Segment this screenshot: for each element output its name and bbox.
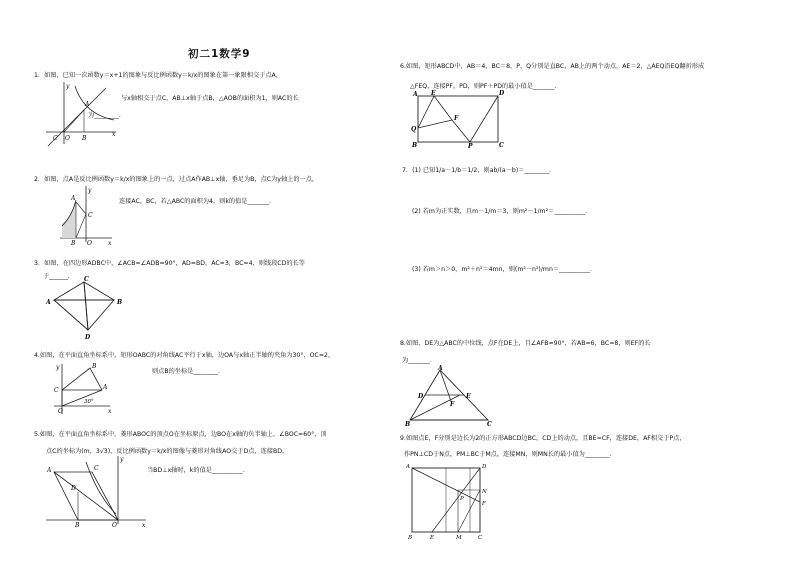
q9-label-D: D bbox=[482, 464, 487, 470]
q9-label-B: B bbox=[408, 535, 413, 540]
q7-part2: (2) 若m为正实数，且m－1/m＝3，则m²－1/m²＝__________. bbox=[412, 208, 588, 215]
q4-label-O: O bbox=[58, 408, 63, 415]
q9-label-P: P bbox=[460, 496, 464, 502]
q6-figure bbox=[408, 88, 504, 148]
q6-label-P: P bbox=[468, 143, 473, 148]
q2-label-C: C bbox=[88, 212, 93, 219]
q6-label-B: B bbox=[412, 142, 418, 148]
q8-label-E: E bbox=[466, 393, 471, 400]
q9-line1: 9.如图点E，F分别是边长为2的正方形ABCD边BC，CD上的动点，且BE=CF，连接DE，AF相交于P点， bbox=[400, 435, 686, 442]
q1-line1: 1．如图，已知一次函数y＝x+1的图象与反比例函数y＝k/x的图象在第一象限相交于点A， bbox=[34, 72, 282, 79]
q5-line1: 5.如图，在平面直角坐标系中，菱形ABOC的顶点O在坐标原点，边BO在x轴的负半轴上，∠BOC=60°，顶 bbox=[34, 431, 327, 438]
q2-line1: 2．如图，点A是反比例函数y＝k/x的图象上的一点，过点A作AB⊥x轴，垂足为B，点C为y轴上的一点， bbox=[34, 176, 319, 183]
q2-label-B: B bbox=[71, 240, 76, 246]
q1-label-C: C bbox=[53, 135, 58, 142]
q3-label-B: B bbox=[117, 299, 123, 306]
q6-label-A: A bbox=[413, 91, 418, 98]
q5-line3: 当BD⊥x轴时，k的值是__________. bbox=[147, 467, 245, 474]
q5-figure bbox=[42, 452, 148, 528]
q9-line2: 作PN⊥CD于N点，PM⊥BC于M点，连接MN，则MN长的最小值为________. bbox=[404, 451, 612, 458]
q5-label-D: D bbox=[71, 485, 76, 492]
q7-part1: 7．(1) 已知1/a－1/b＝1/2，则ab/(a－b)＝________. bbox=[402, 167, 552, 174]
q4-label-y: y bbox=[56, 364, 60, 371]
q5-label-B: B bbox=[75, 522, 80, 528]
q1-label-B: B bbox=[82, 135, 87, 142]
q6-line2: △FEQ，连接PF，PD，则PF＋PD的最小值是_______. bbox=[410, 83, 557, 90]
q6-label-E: E bbox=[431, 90, 436, 97]
q9-label-E: E bbox=[430, 535, 435, 540]
q2-label-x: x bbox=[108, 240, 112, 246]
page-title: 初二1数学9 bbox=[188, 48, 251, 60]
q3-label-C: C bbox=[84, 276, 89, 283]
q1-label-x: x bbox=[112, 131, 116, 138]
q1-label-O: O bbox=[65, 135, 70, 142]
q6-label-C: C bbox=[499, 142, 504, 148]
q9-label-N: N bbox=[482, 489, 487, 495]
q5-label-C: C bbox=[94, 465, 99, 472]
q9-label-A: A bbox=[406, 464, 410, 470]
q5-line2: 点C的坐标为(m，3√3)，反比例函数y＝k/x的图像与菱形对角线AO交于D点，连接BD， bbox=[46, 448, 289, 455]
q3-line1: 3．如图，在四边形ADBC中，∠ACB=∠ADB=90°，AD=BD，AC=3，BC=4，则线段CD的长等 bbox=[34, 260, 305, 267]
q1-line3: 为________. bbox=[88, 112, 121, 119]
q6-label-D: D bbox=[499, 90, 504, 97]
q5-label-x: x bbox=[142, 522, 146, 528]
q2-figure bbox=[58, 184, 114, 246]
q2-label-A: A bbox=[71, 195, 76, 202]
q6-label-F: F bbox=[454, 115, 459, 122]
q5-label-y: y bbox=[120, 456, 124, 463]
q3-line2: 于______. bbox=[43, 273, 70, 280]
q4-label-x: x bbox=[108, 408, 112, 415]
q8-label-C: C bbox=[487, 421, 492, 426]
q9-label-M: M bbox=[456, 535, 462, 540]
q3-label-A: A bbox=[46, 299, 51, 306]
q4-label-A: A bbox=[103, 384, 108, 391]
q2-label-y: y bbox=[88, 187, 92, 194]
q2-line2: 连接AC，BC，若△ABC的面积为4，则k的值是_______. bbox=[119, 198, 272, 205]
q8-label-A: A bbox=[438, 365, 443, 372]
q9-figure bbox=[404, 460, 490, 540]
q4-line2: 则点B的坐标是________. bbox=[152, 368, 221, 375]
q2-label-O: O bbox=[87, 240, 92, 246]
q3-label-D: D bbox=[85, 334, 91, 341]
q1-label-A: A bbox=[85, 101, 90, 108]
q9-label-F: F bbox=[482, 501, 486, 507]
q3-figure bbox=[44, 276, 126, 342]
q8-line1: 8.如图，DE为△ABC的中位线，点F在DE上，且∠AFB=90°，若AB=6，BC=8，则EF的长 bbox=[400, 340, 651, 347]
q1-figure bbox=[44, 80, 120, 150]
q8-label-F: F bbox=[450, 401, 455, 408]
q4-label-B: B bbox=[92, 363, 97, 370]
q8-line2: 为_______. bbox=[402, 357, 432, 364]
q4-line1: 4.如图，在平面直角坐标系中，矩形OABC的对角线AC平行于x轴，边OA与x轴正半轴的夹角为30°，OC=2， bbox=[34, 352, 335, 359]
q1-label-y: y bbox=[66, 83, 70, 90]
q8-figure bbox=[404, 364, 492, 426]
q4-label-angle: 30° bbox=[84, 399, 94, 405]
q1-line2: 与x轴相交于点C，AB⊥x轴于点B，△AOB的面积为1，则AC的长 bbox=[121, 95, 299, 102]
q6-label-Q: Q bbox=[411, 126, 417, 133]
q6-line1: 6.如图，矩形ABCD中，AB＝4，BC＝8，P，Q分别是直BC，AB上的两个动点，AE＝2，△AEQ沿EQ翻折形成 bbox=[400, 63, 705, 70]
q9-label-C: C bbox=[478, 535, 483, 540]
q4-label-C: C bbox=[54, 387, 59, 394]
q5-label-O: O bbox=[112, 522, 117, 528]
q4-figure bbox=[50, 360, 114, 418]
q8-label-B: B bbox=[405, 421, 411, 426]
q7-part3: (3) 若m＞n＞0，m²＋n²＝4mn，则(m²－n²)/mn＝__________. bbox=[412, 266, 592, 273]
q5-label-A: A bbox=[47, 467, 52, 474]
q8-label-D: D bbox=[418, 393, 424, 400]
